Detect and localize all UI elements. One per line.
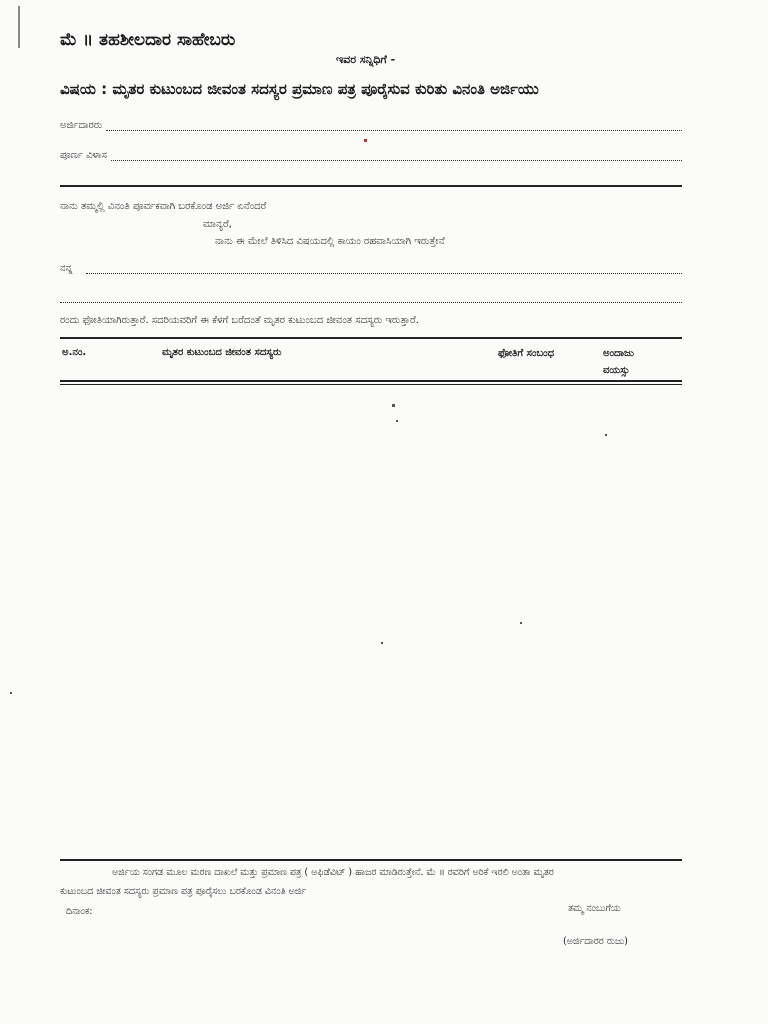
col-header-age: ಅಂದಾಜು ವಯಸ್ಸು bbox=[603, 348, 634, 376]
col-header-members: ಮೃತರ ಕುಟುಂಬದ ಜೀವಂತ ಸದಸ್ಯರು bbox=[162, 347, 282, 358]
applicant-signature: (ಅರ್ಜಿದಾರರ ರುಜು) bbox=[563, 936, 628, 947]
table-bottom-rule-1 bbox=[60, 380, 682, 382]
date-label: ದಿನಾಂಕ: bbox=[66, 906, 93, 917]
request-intro: ನಾನು ತಮ್ಮಲ್ಲಿ ವಿನಂತಿ ಪೂರ್ವಕವಾಗಿ ಬರಕೊಂಡ ಅರ್ಜಿ ಏನೆಂದರೆ bbox=[60, 201, 267, 212]
request-closing: ಕುಟುಂಬದ ಜೀವಂತ ಸದಸ್ಯರು ಪ್ರಮಾಣ ಪತ್ರ ಪೂರೈಸಲು ಬರಕೊಂಡ ವಿನಂತಿ ಅರ್ಜಿ bbox=[60, 886, 307, 897]
my-relative-dotted-line bbox=[86, 264, 682, 274]
address-label: ಪೂರ್ಣ ವಿಳಾಸ bbox=[60, 150, 107, 161]
address-field bbox=[60, 150, 682, 161]
scan-speck bbox=[396, 420, 398, 422]
applicant-field bbox=[60, 120, 682, 131]
address-dotted-line bbox=[111, 151, 682, 161]
applicant-label: ಅರ್ಜಿದಾರರು bbox=[60, 120, 103, 131]
table-bottom-rule-2 bbox=[60, 384, 682, 385]
continuation-field bbox=[60, 293, 682, 303]
enclosure-statement: ಅರ್ಜಿಯ ಸಂಗಡ ಮೂಲ ಮರಣ ದಾಖಲೆ ಮತ್ತು ಪ್ರಮಾಣ ಪತ್ರ ( ಅಫಿಡೆವಿಟ್ ) ಹಾಜರ ಮಾಡಿರುತ್ತೇನೆ. ಮೆ ॥ ರವರಿಗೆ ಅರಿಕೆ ಇರಲಿ ಅಂತಾ ಮೃತರ bbox=[112, 867, 554, 878]
scan-speck bbox=[605, 434, 607, 436]
footer-divider bbox=[60, 859, 682, 861]
scan-speck bbox=[381, 642, 383, 644]
scan-speck bbox=[392, 404, 395, 407]
applicant-dotted-line bbox=[106, 121, 682, 131]
attention-line: ಇವರ ಸನ್ನಿಧಿಗೆ - bbox=[336, 53, 396, 66]
subject-line: ವಿಷಯ : ಮೃತರ ಕುಟುಂಬದ ಜೀವಂತ ಸದಸ್ಯರ ಪ್ರಮಾಣ ಪತ್ರ ಪೂರೈಸುವ ಕುರಿತು ವಿನಂತಿ ಅರ್ಜಿಯು bbox=[60, 80, 539, 98]
my-relative-field bbox=[60, 263, 682, 274]
continuation-dotted-line bbox=[60, 293, 682, 303]
scan-speck bbox=[520, 622, 522, 624]
header-divider bbox=[60, 185, 682, 187]
scan-speck bbox=[364, 139, 367, 142]
scan-speck bbox=[10, 692, 12, 694]
yours-faithfully: ತಮ್ಮ ನಂಬುಗೆಯ bbox=[568, 903, 621, 914]
death-statement: ರಂದು ಫೋತಿಯಾಗಿರುತ್ತಾರೆ. ಸದರಿಯವರಿಗೆ ಈ ಕೆಳಗೆ ಬರೆದಂತೆ ಮೃತರ ಕುಟುಂಬದ ಜೀವಂತ ಸದಸ್ಯರು ಇರುತ್ತಾರೆ. bbox=[60, 315, 419, 326]
salutation: ಮಾನ್ಯರೆ, bbox=[203, 219, 232, 230]
col-header-relation: ಫೋತಿಗೆ ಸಂಬಂಧ bbox=[498, 348, 555, 359]
my-label: ನನ್ನ bbox=[60, 263, 73, 274]
scan-edge-mark bbox=[18, 6, 20, 48]
col-header-sl-no: ಅ.ನಂ. bbox=[62, 347, 87, 358]
residence-statement: ನಾನು ಈ ಮೇಲೆ ತಿಳಿಸಿದ ವಿಷಯದಲ್ಲಿ ಕಾಯಂ ರಹವಾಸಿಯಾಗಿ ಇರುತ್ತೇನೆ bbox=[215, 236, 445, 247]
table-top-rule bbox=[60, 337, 682, 339]
addressee-heading: ಮೆ ॥ ತಹಶೀಲದಾರ ಸಾಹೇಬರು bbox=[60, 30, 236, 50]
